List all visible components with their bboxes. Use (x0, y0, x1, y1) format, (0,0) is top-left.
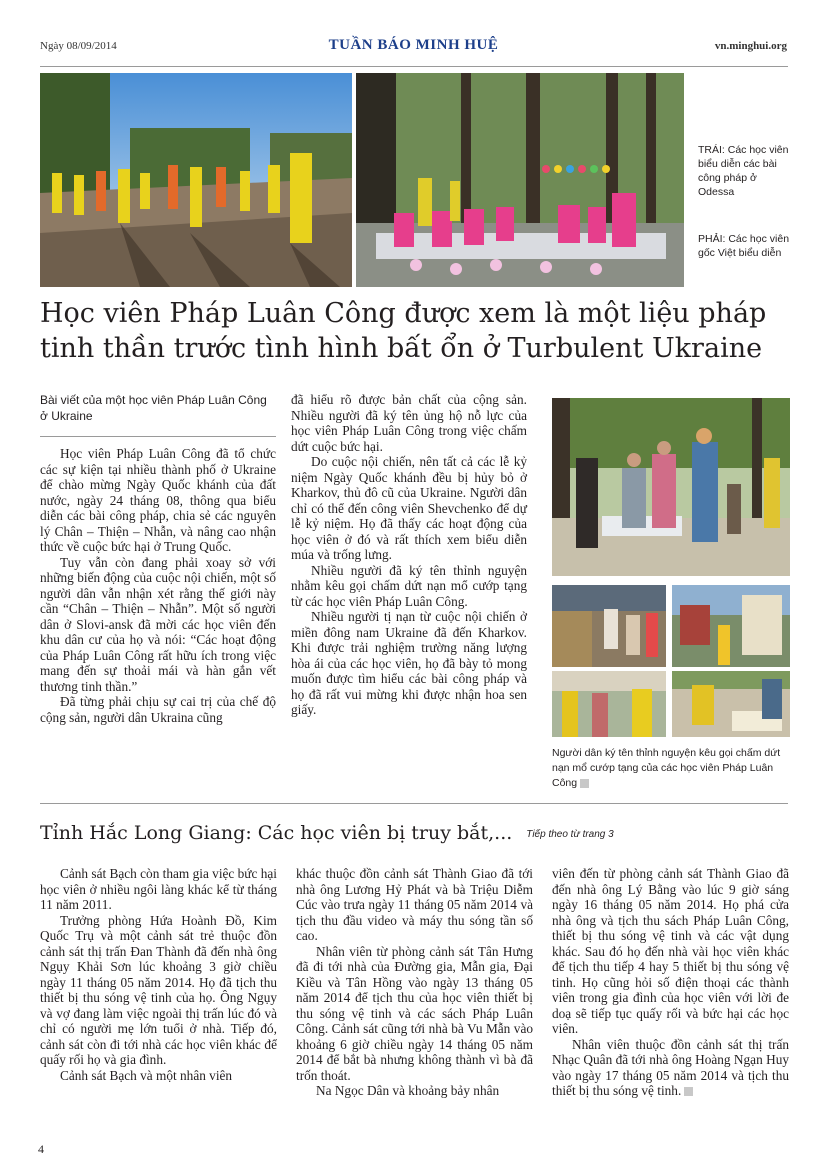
caption-left-photo: TRÁI: Các học viên biểu diễn các bài công pháp ở Odessa (698, 144, 789, 198)
header-rule (40, 66, 788, 67)
paragraph: Học viên Pháp Luân Công đã tổ chức các sự kiện tại nhiều thành phố ở Ukraine để chào mừng Ngày Quốc khánh của đất nước, ngày 24 tháng 08, thông qua biểu diễn các bài công pháp, chia sẻ các nguyên lý Chân – Thiện – Nhẫn, và nâng cao nhận thức về cuộc bức hại ở Trung Quốc. (40, 446, 276, 554)
photo-vietnamese-performers (356, 73, 684, 287)
paragraph: Nhân viên từ phòng cảnh sát Tân Hưng đã đi tới nhà của Đường gia, Mẫn gia, Đại Kiều và Tân Hồng vào ngày 13 tháng 05 năm 2014 để tịch thu của học viên thiết bị thu sóng vệ tinh và các sách Pháp Luân Công. Cảnh sát cũng tới nhà bà Vu Mẫn vào khoảng 6 giờ chiều ngày 14 tháng 05 năm 2014 để bắt bà nhưng không thành vì bà đã trốn thoát. (296, 943, 533, 1083)
end-mark-icon (580, 779, 589, 788)
article1-column-1 (40, 446, 276, 725)
paragraph: Nhiều người đã ký tên thỉnh nguyện nhằm kêu gọi chấm dứt nạn mổ cướp tạng từ các học viên Pháp Luân Công. (291, 562, 527, 609)
photo-yellow-shirts (552, 671, 666, 737)
end-mark-icon (684, 1087, 693, 1096)
continued-from: Tiếp theo từ trang 3 (526, 828, 614, 840)
paragraph: Nhân viên thuộc đồn cảnh sát thị trấn Nhạc Quân đã tới nhà ông Hoàng Ngạn Huy vào ngày 17 tháng 05 năm 2014 và tịch thu thiết bị thu sóng vệ tinh. (552, 1036, 789, 1098)
issue-date: Ngày 08/09/2014 (40, 40, 117, 52)
article2-column-1 (40, 866, 277, 1083)
paragraph: viên đến từ phòng cảnh sát Thành Giao đã đến nhà ông Lý Bằng vào lúc 9 giờ sáng ngày 16 tháng 05 năm 2014. Họ phá cửa nhà ông và tịch thu sách Pháp Luân Công, thiết bị thu sóng vệ tinh và các vật dụng khác. Sau đó họ đến nhà vài học viên khác để tịch thu tiếp 4 hay 5 thiết bị thu sóng vệ tinh. Họ cũng hỏi số điện thoại các thành viên trong gia đình của học viên với lời đe doạ sẽ tiếp tục quấy rối và bức hại các học viên. (552, 866, 789, 1036)
paragraph: Cảnh sát Bạch và một nhân viên (60, 1067, 233, 1083)
article2-title: Tỉnh Hắc Long Giang: Các học viên bị truy bắt,... Tiếp theo từ trang 3 (40, 822, 614, 844)
paragraph: khác thuộc đồn cảnh sát Thành Giao đã tới nhà ông Lương Hỷ Phát và bà Triệu Diễm Cúc vào trưa ngày 11 tháng 05 năm 2014 và tịch thu đầu video và máy thu sóng tần số cao. (296, 866, 533, 943)
photo-signing-table (672, 671, 790, 737)
paragraph: Cảnh sát Bạch còn tham gia việc bức hại học viên ở nhiều ngôi làng khác kể từ tháng 11 năm 2011. (40, 866, 277, 912)
article2-column-2 (296, 866, 533, 1099)
site-url[interactable]: vn.minghui.org (714, 40, 787, 52)
paragraph: đã hiểu rõ được bản chất của cộng sản. Nhiều người đã ký tên ủng hộ nỗ lực của học viên Pháp Luân Công trong việc chấm dứt cuộc bức hại. (291, 392, 527, 454)
article2-column-3 (552, 866, 789, 1099)
newsletter-title: TUẦN BÁO MINH HUỆ (328, 37, 499, 53)
photo-street-display (672, 585, 790, 667)
caption-right-photo: PHẢI: Các học viên gốc Việt biểu diễn (698, 233, 790, 259)
paragraph: Na Ngọc Dân và khoảng bảy nhân (316, 1083, 500, 1098)
article-headline: Học viên Pháp Luân Công được xem là một liệu pháp tinh thần trước tình hình bất ổn ở Turbulent Ukraine (40, 298, 767, 364)
photo-petition-signing (552, 398, 790, 576)
photo-odessa-exercises (40, 73, 352, 287)
page-number: 4 (38, 1142, 44, 1156)
paragraph: Đã từng phải chịu sự cai trị của chế độ cộng sản, người dân Ukraina cũng (40, 694, 276, 725)
paragraph: Trưởng phòng Hứa Hoành Đồ, Kim Quốc Trụ và một cảnh sát trẻ thuộc đồn cảnh sát thị trấn Đan Thành đã đến nhà ông Ngụy Khải Sơn lúc khoảng 3 giờ chiều ngày 11 tháng 05 năm 2014. Họ đã tịch thu thiết bị thu sóng vệ tinh của họ. Ông Ngụy và vợ đang làm việc ngoài thị trấn lúc đó và chỉ có người mẹ lớn tuổi ở nhà. Tiếp đó, cảnh sát còn đi tới nhà các học viên khác để quấy rối họ và gia đình. (40, 912, 277, 1067)
paragraph: Do cuộc nội chiến, nên tất cả các lễ kỷ niệm Ngày Quốc khánh đều bị hủy bỏ ở Kharkov, thủ đô cũ của Ukraine. Người dân chỉ có thể đến công viên Shevchenko để dự lễ kỷ niệm. Họ đã thấy các hoạt động của học viên ở đó và rất thích xem biểu diễn múa và trống lưng. (291, 454, 527, 562)
paragraph: Tuy vẫn còn đang phải xoay sở với những biến động của cuộc nội chiến, một số người dân vẫn nhận xét rằng thế giới này cần “Chân – Thiện – Nhẫn”. Một số người dân ở Slovi-ansk đã mời các học viên đến khu dân cư của họ và nói: “Các hoạt động của Pháp Luân Công rất hữu ích trong việc mang đến sự thoải mái và hàn gắn vết thương tinh thần.” (40, 554, 276, 694)
byline-rule (40, 436, 276, 437)
article-byline: Bài viết của một học viên Pháp Luân Công ở Ukraine (40, 393, 267, 423)
photo-market-crowd (552, 585, 666, 667)
paragraph: Nhiều người tị nạn từ cuộc nội chiến ở miền đông nam Ukraine đã đến Kharkov. Khi được trải nghiệm trường năng lượng hòa ái của các học viên, họ đã bày tỏ mong muốn được tìm hiểu các bài công pháp và họ đã rất vui mừng khi được nhận hoa sen giấy. (291, 609, 527, 717)
collage-caption: Người dân ký tên thỉnh nguyện kêu gọi chấm dứt nạn mổ cướp tạng của các học viên Pháp Luân Công (552, 747, 781, 789)
article1-column-2 (291, 392, 527, 718)
section-divider (40, 803, 788, 804)
